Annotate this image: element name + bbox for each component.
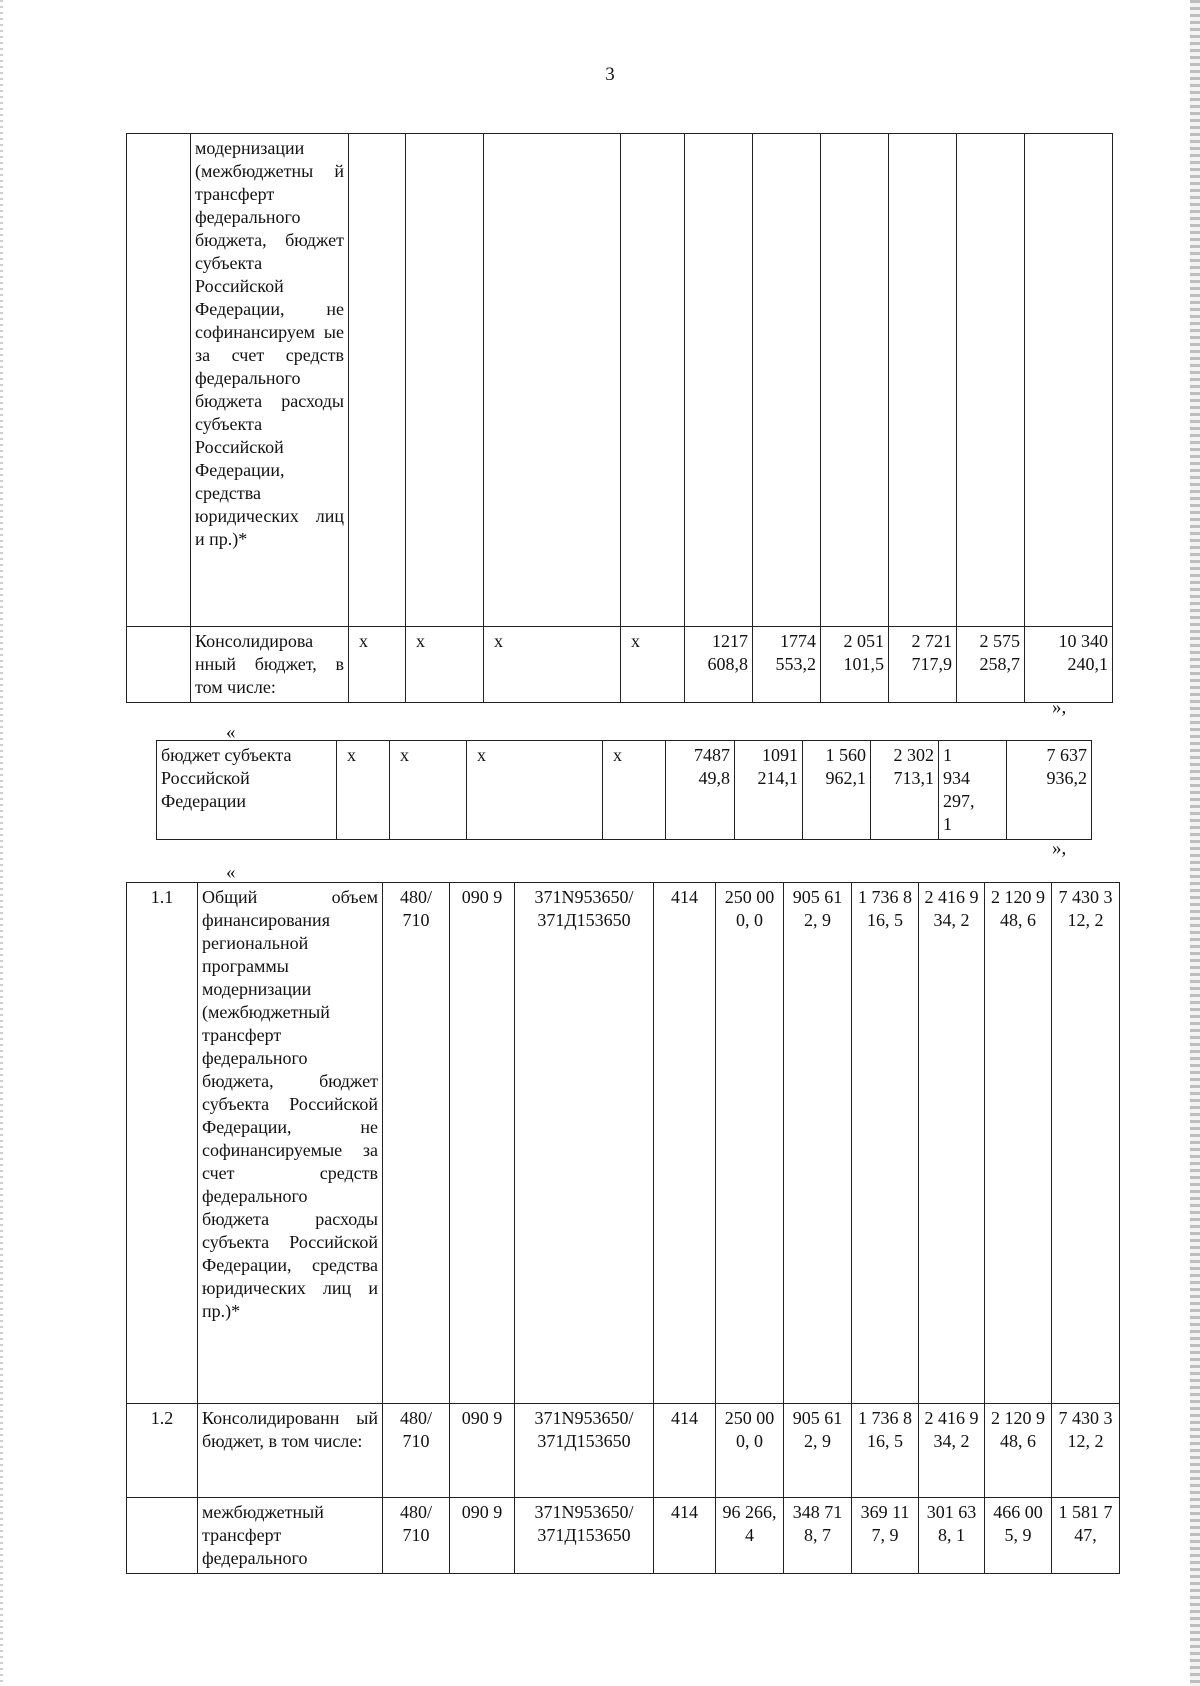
- cell-value: 414: [654, 1498, 716, 1574]
- cell-value: 2 302 713,1: [871, 741, 939, 840]
- page-number: 3: [605, 64, 615, 85]
- quote-close: »,: [1052, 697, 1067, 718]
- cell-rz: 090 9: [450, 1404, 515, 1498]
- cell-value: 1 736 816, 5: [852, 883, 919, 1404]
- cell-rz: х: [406, 627, 484, 703]
- cell-value: 414: [654, 883, 716, 1404]
- table3: [126, 882, 1120, 1574]
- table3-row: [127, 1404, 1120, 1498]
- cell-csr: х: [484, 627, 621, 703]
- table2-block: [156, 740, 1092, 840]
- cell-grbs: 480/ 710: [383, 1498, 450, 1574]
- table1-row-a: [127, 134, 1113, 627]
- table1: [126, 133, 1113, 703]
- cell-name: межбюджетный трансферт федерального: [198, 1498, 383, 1574]
- cell-csr: 371N953650/ 371Д153650: [515, 1404, 654, 1498]
- cell-num: [127, 1498, 198, 1574]
- cell-value: 905 612, 9: [784, 1404, 852, 1498]
- cell-grbs: х: [349, 627, 406, 703]
- cell-num: [127, 627, 191, 703]
- cell-rz: х: [390, 741, 467, 840]
- cell-csr: 371N953650/ 371Д153650: [515, 883, 654, 1404]
- table3-row: [127, 1498, 1120, 1574]
- cell-value: 7 637 936,2: [1007, 741, 1092, 840]
- cell-value: 348 718, 7: [784, 1498, 852, 1574]
- cell-value: 1217 608,8: [685, 627, 753, 703]
- cell-value: 1774 553,2: [753, 627, 821, 703]
- cell-value: 250 000, 0: [716, 1404, 784, 1498]
- cell-value: 1 934 297, 1: [939, 741, 1007, 840]
- scan-left-edge: [0, 0, 3, 1686]
- cell-value: 1 560 962,1: [803, 741, 871, 840]
- table3-row: [127, 883, 1120, 1404]
- cell-value: 2 721 717,9: [889, 627, 957, 703]
- cell-value: 7487 49,8: [666, 741, 735, 840]
- cell-value: 10 340 240,1: [1025, 627, 1113, 703]
- cell-csr: 371N953650/ 371Д153650: [515, 1498, 654, 1574]
- cell-value: 96 266, 4: [716, 1498, 784, 1574]
- cell-num: 1.2: [127, 1404, 198, 1498]
- cell-value: 2 120 948, 6: [985, 883, 1052, 1404]
- cell-grbs: 480/ 710: [383, 1404, 450, 1498]
- cell-value: 466 005, 9: [985, 1498, 1052, 1574]
- cell-num: 1.1: [127, 883, 198, 1404]
- cell-rz: 090 9: [450, 883, 515, 1404]
- cell-name: модернизации (межбюджетны й трансферт федерального бюджета, бюджет субъекта Российской Федерации, не софинансируем ые за счет средств федерального бюджета расходы субъекта Российской Федерации, средства юридических лиц и пр.)*: [191, 134, 349, 627]
- cell-name: Консолидирова нный бюджет, в том числе:: [191, 627, 349, 703]
- cell-value: 2 416 934, 2: [919, 1404, 985, 1498]
- quote-open: «: [226, 862, 236, 883]
- cell-grbs: х: [337, 741, 390, 840]
- cell-name: Консолидированн ый бюджет, в том числе:: [198, 1404, 383, 1498]
- cell-grbs: 480/ 710: [383, 883, 450, 1404]
- cell-rz: 090 9: [450, 1498, 515, 1574]
- quote-open: «: [226, 722, 236, 743]
- cell-value: 1 736 816, 5: [852, 1404, 919, 1498]
- cell-value: 2 051 101,5: [821, 627, 889, 703]
- cell-value: 7 430 312, 2: [1052, 1404, 1120, 1498]
- quote-close: »,: [1052, 838, 1067, 859]
- table3-block: [126, 882, 1120, 1574]
- table2: [156, 740, 1092, 840]
- cell-csr: х: [467, 741, 603, 840]
- table2-row: [157, 741, 1092, 840]
- cell-value: 250 000, 0: [716, 883, 784, 1404]
- table1-row-b: [127, 627, 1113, 703]
- cell-vr: х: [603, 741, 666, 840]
- scan-right-edge: [1190, 0, 1200, 1686]
- cell-vr: х: [621, 627, 685, 703]
- cell-value: 301 638, 1: [919, 1498, 985, 1574]
- cell-value: 2 575 258,7: [957, 627, 1025, 703]
- cell-name: бюджет субъекта Российской Федерации: [157, 741, 337, 840]
- cell-value: 369 117, 9: [852, 1498, 919, 1574]
- table1-block: [126, 133, 1113, 703]
- cell-num: [127, 134, 191, 627]
- cell-value: 1 581 747,: [1052, 1498, 1120, 1574]
- cell-value: 7 430 312, 2: [1052, 883, 1120, 1404]
- cell-value: 905 612, 9: [784, 883, 852, 1404]
- cell-value: 1091 214,1: [735, 741, 803, 840]
- cell-value: 414: [654, 1404, 716, 1498]
- cell-name: Общий объем финансирования региональной программы модернизации (межбюджетный трансферт федерального бюджета, бюджет субъекта Российской Федерации, не софинансируемые за счет средств федерального бюджета расходы субъекта Российской Федерации, средства юридических лиц и пр.)*: [198, 883, 383, 1404]
- cell-value: 2 416 934, 2: [919, 883, 985, 1404]
- cell-value: 2 120 948, 6: [985, 1404, 1052, 1498]
